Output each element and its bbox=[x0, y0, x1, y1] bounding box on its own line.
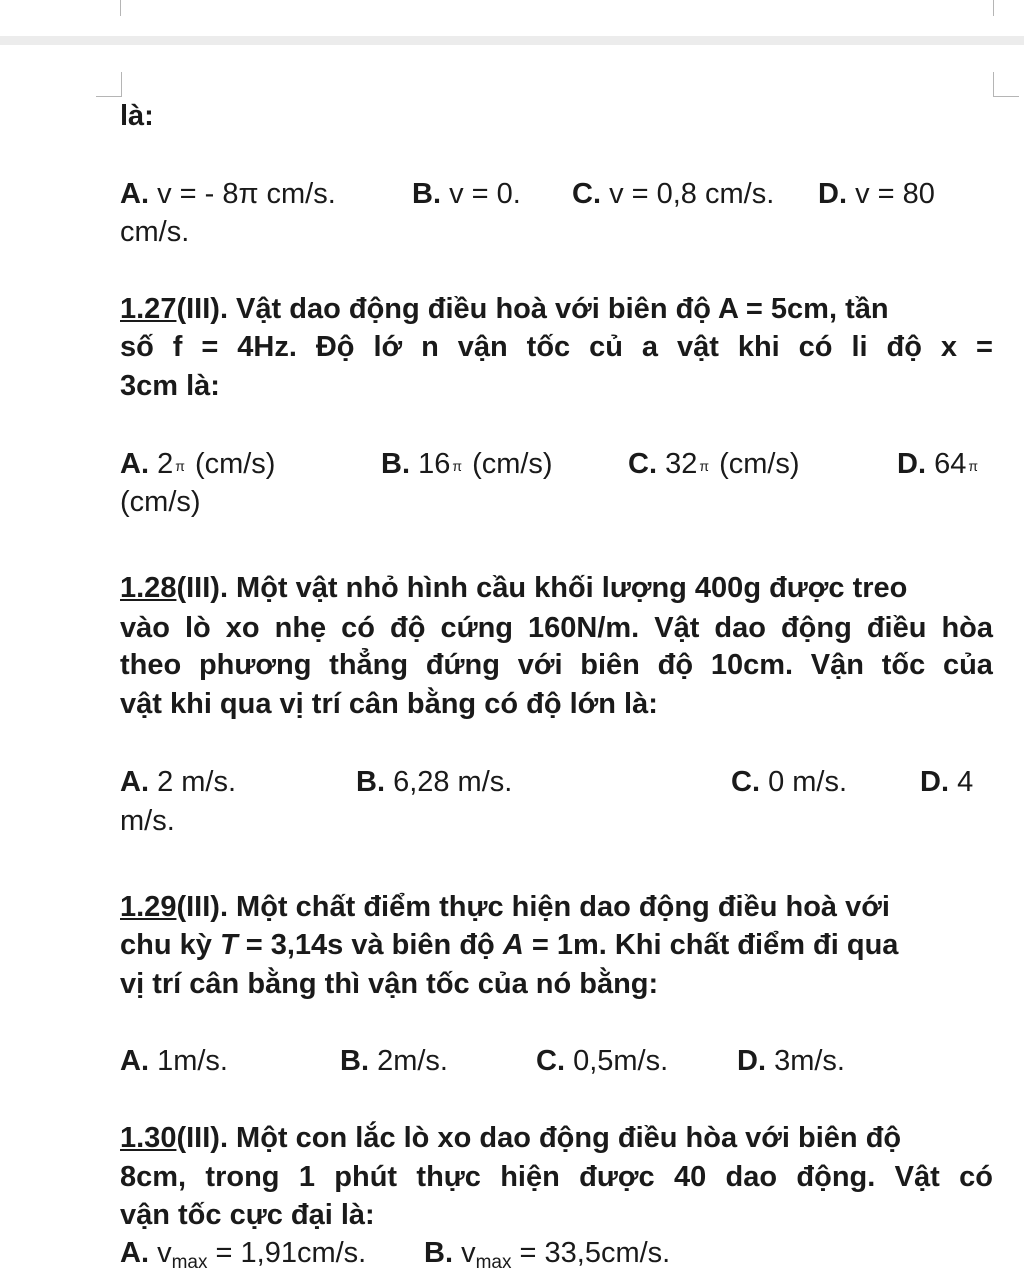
word: khi bbox=[737, 331, 780, 363]
option-value: 1m/s. bbox=[157, 1045, 228, 1077]
option-value: v = 80 bbox=[855, 178, 935, 210]
option-value: 3m/s. bbox=[774, 1045, 845, 1077]
option-b bbox=[381, 446, 553, 486]
pi-symbol: π bbox=[968, 458, 978, 474]
option-b bbox=[356, 764, 512, 800]
option-value: 0,5m/s. bbox=[573, 1045, 669, 1077]
word: hiện bbox=[500, 1161, 560, 1193]
question-1-28-line3 bbox=[120, 647, 993, 683]
word: có bbox=[341, 612, 376, 644]
option-label: B. bbox=[412, 178, 441, 210]
option-label: D. bbox=[818, 178, 847, 210]
word: hòa bbox=[941, 612, 993, 644]
question-1-27-line1 bbox=[120, 291, 889, 327]
word: độ bbox=[390, 612, 426, 644]
option-b bbox=[340, 1043, 448, 1079]
word: xo bbox=[225, 612, 260, 644]
option-wrap: cm/s. bbox=[120, 216, 190, 248]
option-value: v = 0. bbox=[449, 178, 521, 210]
margin-corner-left bbox=[96, 96, 122, 97]
word: Vận bbox=[810, 649, 864, 681]
word: 40 bbox=[673, 1161, 707, 1193]
option-label: A. bbox=[120, 1045, 149, 1077]
question-tail: là: bbox=[120, 100, 154, 132]
question-1-28-line4: vật khi qua vị trí cân bằng có độ lớn là: bbox=[120, 688, 658, 720]
word: độ bbox=[886, 331, 922, 363]
question-1-28-line2 bbox=[120, 610, 993, 646]
option-c bbox=[628, 446, 800, 486]
word: dao bbox=[714, 612, 766, 644]
word: Độ bbox=[315, 331, 355, 363]
question-1-29-line3: vị trí cân bằng thì vận tốc của nó bằng: bbox=[120, 968, 659, 1000]
option-label: C. bbox=[731, 766, 760, 798]
word: lớ bbox=[373, 331, 403, 363]
question-text: (III). Một chất điểm thực hiện dao động điều hoà với bbox=[176, 891, 890, 923]
word: củ bbox=[589, 331, 623, 363]
variable-T: T bbox=[219, 929, 238, 961]
option-a bbox=[120, 176, 336, 212]
variable-v: v bbox=[461, 1237, 476, 1269]
variable-A: A bbox=[502, 929, 524, 961]
word: phút bbox=[334, 1161, 398, 1193]
option-label: B. bbox=[340, 1045, 369, 1077]
word: độ bbox=[657, 649, 694, 681]
option-a bbox=[120, 764, 236, 800]
option-label: C. bbox=[572, 178, 601, 210]
question-1-30-line2 bbox=[120, 1159, 993, 1195]
word: trong bbox=[205, 1161, 280, 1193]
option-label: B. bbox=[424, 1237, 453, 1269]
question-text: (III). Vật dao động điều hoà với biên độ A = 5cm, tần bbox=[176, 293, 889, 325]
option-unit: (cm/s) bbox=[472, 448, 553, 480]
option-value: v = 0,8 cm/s. bbox=[609, 178, 775, 210]
margin-corner-right bbox=[993, 72, 994, 97]
option-wrap: m/s. bbox=[120, 805, 175, 837]
word: vào bbox=[120, 612, 170, 644]
pi-symbol: π bbox=[699, 458, 709, 474]
word: thẳng bbox=[329, 649, 409, 681]
word: 4Hz. bbox=[237, 331, 297, 363]
question-1-29-line1 bbox=[120, 889, 890, 925]
option-d bbox=[737, 1043, 845, 1079]
question-text: (III). Một con lắc lò xo dao động điều hòa với biên độ bbox=[176, 1122, 902, 1154]
option-c bbox=[572, 176, 774, 212]
option-label: A. bbox=[120, 766, 149, 798]
text: chu kỳ bbox=[120, 929, 220, 961]
word: 1 bbox=[298, 1161, 315, 1193]
question-number: 1.28 bbox=[120, 572, 177, 604]
word: = bbox=[201, 331, 219, 363]
word: f bbox=[172, 331, 183, 363]
word: li bbox=[851, 331, 868, 363]
question-1-27-line3: 3cm là: bbox=[120, 370, 220, 402]
word: nhẹ bbox=[274, 612, 327, 644]
margin-corner-right bbox=[993, 96, 1019, 97]
margin-mark bbox=[993, 0, 994, 16]
option-a bbox=[120, 1235, 366, 1275]
option-label: D. bbox=[920, 766, 949, 798]
pi-symbol: π bbox=[452, 458, 462, 474]
word: tốc bbox=[881, 649, 926, 681]
word: thực bbox=[416, 1161, 481, 1193]
word: điều bbox=[866, 612, 927, 644]
option-value: 2m/s. bbox=[377, 1045, 448, 1077]
question-text: (III). Một vật nhỏ hình cầu khối lượng 400g được treo bbox=[176, 572, 908, 604]
option-num: 64 bbox=[934, 448, 967, 480]
option-value: 6,28 m/s. bbox=[393, 766, 513, 798]
page-separator bbox=[0, 36, 1024, 45]
word: biên bbox=[580, 649, 640, 681]
option-num: 16 bbox=[418, 448, 451, 480]
option-b bbox=[424, 1235, 670, 1275]
option-value: 4 bbox=[957, 766, 974, 798]
word: của bbox=[942, 649, 993, 681]
option-unit: (cm/s) bbox=[194, 448, 276, 480]
option-label: A. bbox=[120, 1237, 149, 1269]
word: động. bbox=[796, 1161, 876, 1193]
option-label: C. bbox=[536, 1045, 565, 1077]
margin-corner-left bbox=[121, 72, 122, 97]
word: số bbox=[120, 331, 154, 363]
question-1-28-line1 bbox=[120, 570, 907, 606]
option-label: B. bbox=[356, 766, 385, 798]
question-number: 1.27 bbox=[120, 293, 177, 325]
word: dao bbox=[725, 1161, 778, 1193]
option-label: A. bbox=[120, 448, 149, 480]
word: đứng bbox=[425, 649, 500, 681]
option-value: = 33,5cm/s. bbox=[511, 1237, 671, 1269]
word: 10cm. bbox=[710, 649, 794, 681]
option-wrap: (cm/s) bbox=[120, 486, 201, 518]
option-value: 0 m/s. bbox=[768, 766, 848, 798]
subscript-max: max bbox=[171, 1252, 208, 1273]
word: 8cm, bbox=[120, 1161, 187, 1193]
word: 160N/m. bbox=[528, 612, 640, 644]
question-1-30-line1 bbox=[120, 1120, 901, 1156]
option-unit: (cm/s) bbox=[719, 448, 800, 480]
question-1-29-line2 bbox=[120, 927, 898, 963]
margin-mark bbox=[120, 0, 121, 16]
option-label: C. bbox=[628, 448, 657, 480]
word: vận bbox=[457, 331, 508, 363]
word: Vật bbox=[894, 1161, 940, 1193]
option-value: = 1,91cm/s. bbox=[207, 1237, 367, 1269]
word: theo bbox=[120, 649, 182, 681]
option-a bbox=[120, 446, 275, 486]
question-1-30-line3: vận tốc cực đại là: bbox=[120, 1199, 375, 1231]
option-num: 32 bbox=[665, 448, 698, 480]
word: lò bbox=[184, 612, 211, 644]
word: tốc bbox=[526, 331, 571, 363]
option-value: v = - 8π cm/s. bbox=[157, 178, 336, 210]
word: a bbox=[641, 331, 659, 363]
pi-symbol: π bbox=[175, 458, 185, 474]
subscript-max: max bbox=[475, 1252, 512, 1273]
question-number: 1.30 bbox=[120, 1122, 177, 1154]
option-label: A. bbox=[120, 178, 149, 210]
word: n bbox=[421, 331, 439, 363]
word: có bbox=[959, 1161, 993, 1193]
word: phương bbox=[198, 649, 312, 681]
word: có bbox=[798, 331, 833, 363]
question-number: 1.29 bbox=[120, 891, 177, 923]
option-d bbox=[818, 176, 935, 212]
option-label: D. bbox=[897, 448, 926, 480]
word: x bbox=[940, 331, 958, 363]
option-c bbox=[536, 1043, 668, 1079]
word: cứng bbox=[440, 612, 514, 644]
option-c bbox=[731, 764, 847, 800]
word: được bbox=[579, 1161, 655, 1193]
option-label: D. bbox=[737, 1045, 766, 1077]
text: = 3,14s và biên độ bbox=[237, 929, 503, 961]
word: = bbox=[975, 331, 993, 363]
word: Vật bbox=[654, 612, 700, 644]
word: vật bbox=[676, 331, 719, 363]
option-d bbox=[920, 764, 973, 800]
option-d bbox=[897, 446, 980, 486]
option-b bbox=[412, 176, 521, 212]
word: với bbox=[517, 649, 563, 681]
option-label: B. bbox=[381, 448, 410, 480]
text: = 1m. Khi chất điểm đi qua bbox=[523, 929, 899, 961]
word: động bbox=[780, 612, 852, 644]
variable-v: v bbox=[157, 1237, 172, 1269]
option-a bbox=[120, 1043, 228, 1079]
question-1-27-line2 bbox=[120, 329, 993, 365]
option-value: 2 m/s. bbox=[157, 766, 237, 798]
option-num: 2 bbox=[157, 448, 174, 480]
